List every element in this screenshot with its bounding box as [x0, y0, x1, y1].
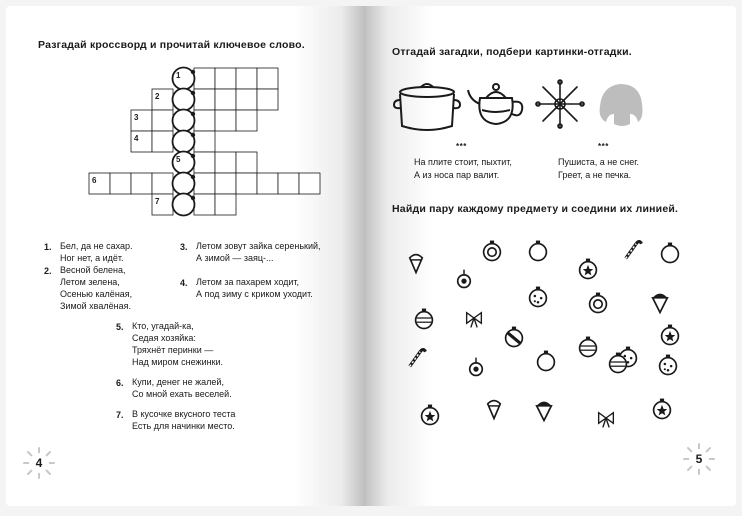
crossword-cell — [194, 68, 215, 89]
crossword-number-1: 1 — [176, 71, 181, 80]
ornament-icon — [530, 287, 547, 307]
riddle-1-line-2: А из носа пар валит. — [414, 170, 500, 180]
ornament-icon — [662, 243, 679, 263]
crossword-cell — [194, 131, 215, 152]
ornament-icon — [660, 355, 677, 375]
crossword-key-cell — [173, 131, 196, 153]
crossword-key-cell — [173, 173, 196, 195]
riddle-1-line-1: На плите стоит, пыхтит, — [414, 157, 512, 167]
ornament-icon — [470, 358, 483, 376]
crossword-title: Разгадай кроссворд и прочитай ключевое слово. — [38, 39, 305, 51]
clue-1-line-2: Ног нет, а идёт. — [60, 253, 124, 263]
right-page — [366, 6, 736, 506]
riddle-2-stars: *** — [598, 142, 609, 151]
crossword-number-5: 5 — [176, 155, 181, 164]
ornament-icon — [488, 401, 501, 419]
crossword-cell — [194, 110, 215, 131]
ornament-icon — [410, 255, 423, 273]
ornament-icon — [537, 402, 552, 421]
page-number-right: 5 — [695, 452, 703, 466]
crossword-cell — [152, 173, 173, 194]
riddle-1-stars: *** — [456, 142, 467, 151]
crossword-number-6: 6 — [92, 176, 97, 185]
clue-5-number: 5. — [116, 322, 124, 332]
crossword-key-cell — [173, 110, 196, 132]
crossword-cell — [215, 194, 236, 215]
crossword-cell — [152, 110, 173, 131]
crossword-cell — [236, 68, 257, 89]
crossword-cell — [194, 194, 215, 215]
ornaments-area — [366, 6, 736, 506]
ornament-icon — [506, 327, 523, 347]
clue-5-line-4: Над миром снежинки. — [132, 357, 224, 367]
crossword-cell — [257, 89, 278, 110]
ornament-icon — [467, 313, 482, 328]
clue-2-line-1: Весной белена, — [60, 265, 126, 275]
clue-1-number: 1. — [44, 242, 52, 252]
clue-2-number: 2. — [44, 266, 52, 276]
page-number-left: 4 — [35, 456, 43, 470]
ornament-icon — [458, 270, 471, 288]
ornament-icon — [484, 241, 501, 261]
clue-3-line-1: Летом зовут зайка серенький, — [196, 241, 321, 251]
crossword-number-3: 3 — [134, 113, 139, 122]
clue-6-line-2: Со мной ехать веселей. — [132, 389, 232, 399]
clue-6-number: 6. — [116, 378, 124, 388]
crossword-cell — [236, 152, 257, 173]
clue-3-line-2: А зимой — заяц-... — [196, 253, 274, 263]
crossword-cell — [278, 173, 299, 194]
ornament-icon — [580, 259, 597, 279]
crossword-cell — [215, 110, 236, 131]
crossword-cell — [194, 173, 215, 194]
crossword-cell — [152, 131, 173, 152]
crossword-cell — [236, 89, 257, 110]
clue-4-line-1: Летом за пахарем ходит, — [196, 277, 300, 287]
ornament-icon — [590, 293, 607, 313]
ornament-icon — [416, 309, 433, 329]
crossword-cell — [194, 89, 215, 110]
crossword-cell — [236, 110, 257, 131]
crossword-cell — [131, 173, 152, 194]
ornament-icon — [410, 350, 426, 367]
clue-5-line-2: Седая хозяйка: — [132, 333, 196, 343]
clue-7-line-1: В кусочке вкусного теста — [132, 409, 236, 419]
ornament-icon — [538, 351, 555, 371]
clue-5-line-1: Кто, угадай-ка, — [132, 321, 194, 331]
crossword-cell — [215, 152, 236, 173]
crossword-grid — [6, 6, 366, 236]
crossword-cell — [215, 89, 236, 110]
clue-7-line-2: Есть для начинки место. — [132, 421, 235, 431]
riddles-title: Отгадай загадки, подбери картинки-отгадки. — [392, 46, 632, 58]
crossword-cell — [257, 173, 278, 194]
clue-2-line-3: Осенью калёная, — [60, 289, 133, 299]
crossword-cell — [236, 173, 257, 194]
crossword-cell — [257, 68, 278, 89]
matching-title: Найди пару каждому предмету и соедини их линией. — [392, 203, 679, 215]
ornament-icon — [580, 337, 597, 357]
crossword-key-cell — [173, 89, 196, 111]
ornament-icon — [530, 241, 547, 261]
clue-4-line-2: А под зиму с криком уходит. — [196, 289, 313, 299]
ornament-icon — [422, 405, 439, 425]
clue-7-number: 7. — [116, 410, 124, 420]
ornament-icon — [599, 413, 614, 428]
clue-5-line-3: Тряхнёт перинки — — [132, 345, 214, 355]
crossword-cell — [110, 173, 131, 194]
crossword-cell — [215, 173, 236, 194]
ornament-icon — [626, 242, 642, 259]
clue-2-line-4: Зимой хвалёная. — [60, 301, 131, 311]
ornament-icon — [662, 325, 679, 345]
crossword-number-2: 2 — [155, 92, 160, 101]
clue-6-line-1: Купи, денег не жалей, — [132, 377, 224, 387]
crossword-cell — [299, 173, 320, 194]
crossword-number-7: 7 — [155, 197, 160, 206]
riddle-2-line-2: Греет, а не печка. — [558, 170, 632, 180]
left-page — [6, 6, 366, 506]
clue-3-number: 3. — [180, 242, 188, 252]
clue-1-line-1: Бел, да не сахар. — [60, 241, 133, 251]
ornament-icon — [653, 294, 668, 313]
riddle-2-line-1: Пушиста, а не снег. — [558, 157, 639, 167]
crossword-cell — [194, 152, 215, 173]
ornament-icon — [654, 399, 671, 419]
crossword-key-cell — [173, 194, 196, 216]
clue-4-number: 4. — [180, 278, 188, 288]
crossword-cell — [215, 68, 236, 89]
crossword-number-4: 4 — [134, 134, 139, 143]
clue-2-line-2: Летом зелена, — [60, 277, 120, 287]
